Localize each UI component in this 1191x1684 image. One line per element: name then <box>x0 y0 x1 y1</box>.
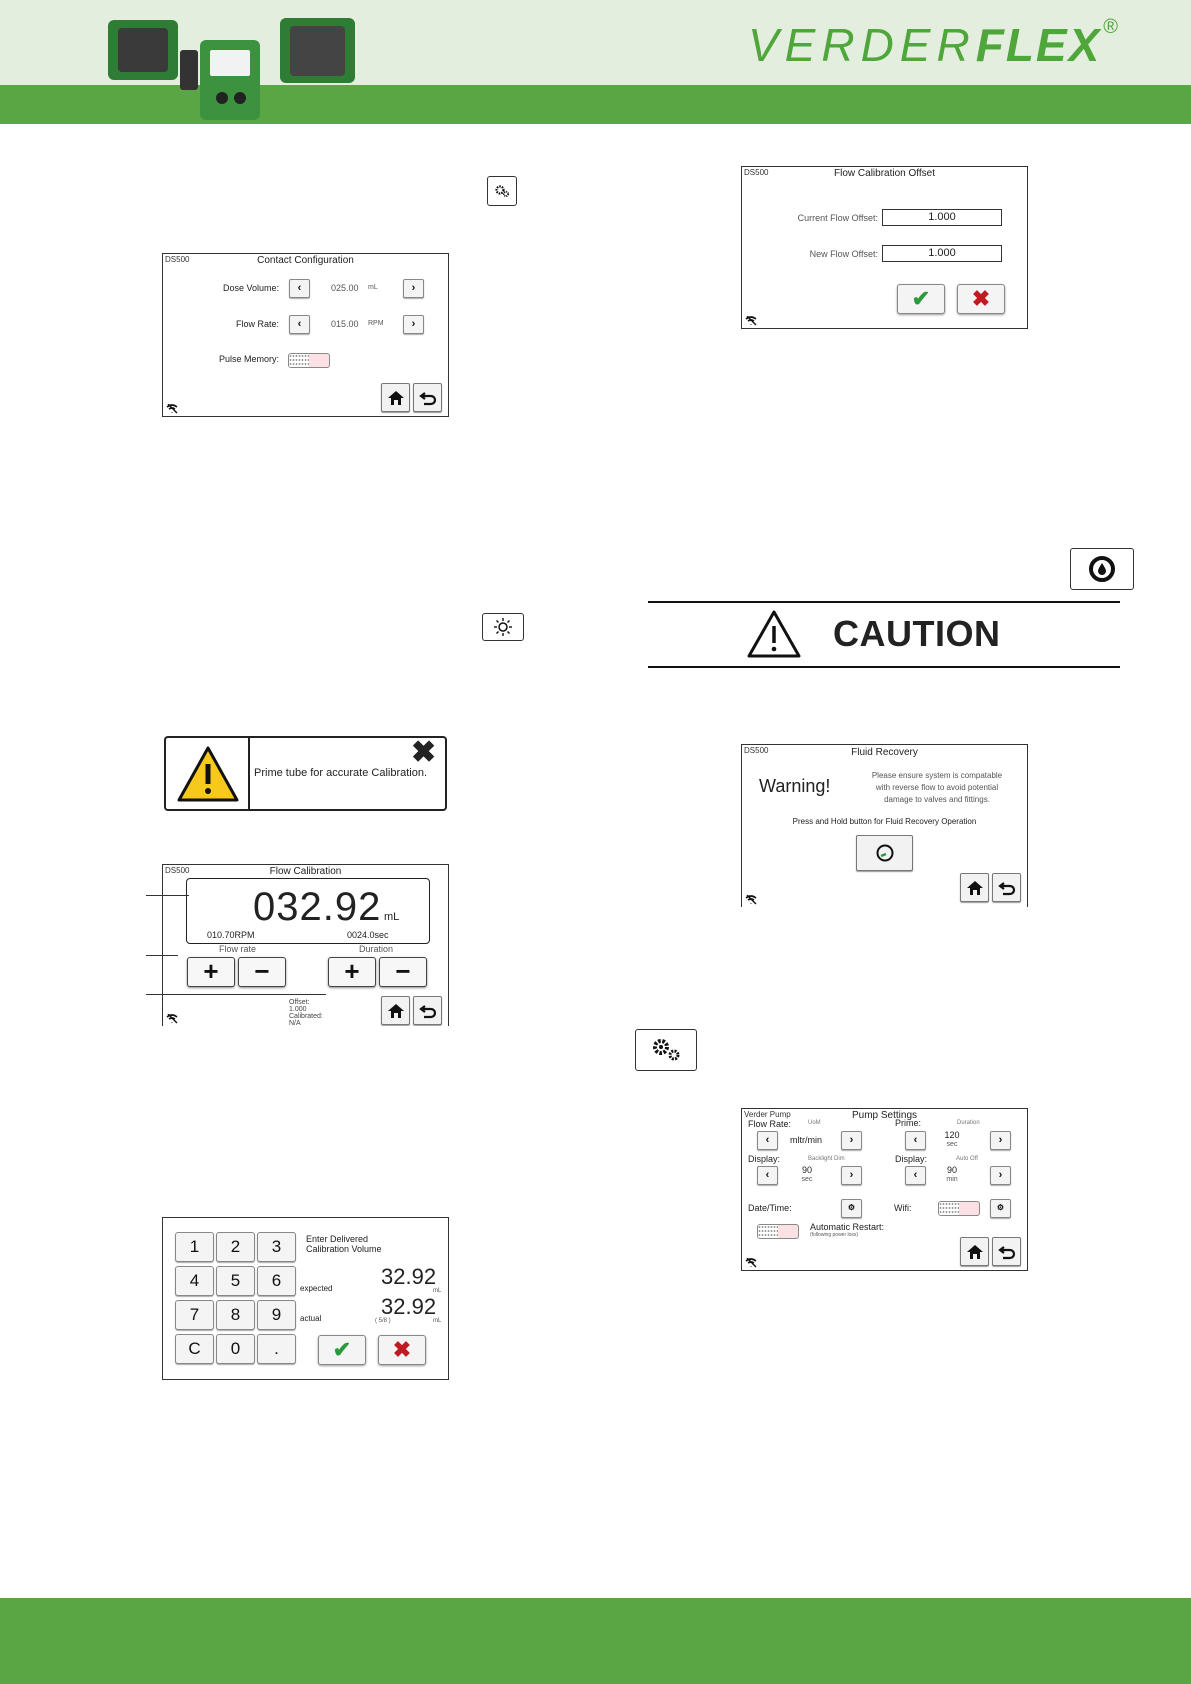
display-autooff-label: Display: <box>895 1154 928 1164</box>
prime-decrease-button[interactable]: ‹ <box>905 1131 926 1150</box>
pump-product-image <box>100 10 385 125</box>
prime-label: Prime: <box>895 1118 922 1128</box>
fluid-recovery-icon <box>1070 548 1134 590</box>
dose-volume-label: Dose Volume: <box>222 283 279 293</box>
screen-title: Contact Configuration <box>257 255 354 266</box>
device-tag: Verder Pump <box>744 1110 791 1119</box>
device-tag: DS500 <box>744 746 769 755</box>
pump-settings-screen <box>741 1108 1028 1271</box>
current-offset-label: Current Flow Offset: <box>797 213 878 223</box>
close-icon[interactable]: ✖ <box>411 736 437 769</box>
autooff-increase-button[interactable]: › <box>990 1166 1011 1185</box>
auto-restart-toggle[interactable] <box>757 1224 799 1239</box>
dose-volume-unit: mL <box>368 284 378 291</box>
message-line-3: damage to valves and fittings. <box>884 795 990 804</box>
warning-icon <box>175 744 241 804</box>
duration-label: Duration <box>359 944 394 954</box>
flow-rate-label: Flow Rate: <box>748 1119 792 1129</box>
new-offset-field[interactable]: 1.000 <box>882 245 1002 262</box>
actual-label: actual <box>300 1314 322 1323</box>
datetime-settings-button[interactable]: ⚙ <box>841 1199 862 1218</box>
gear-icon <box>487 176 517 206</box>
keypad-key[interactable]: 5 <box>216 1266 255 1296</box>
alert-message: Prime tube for accurate Calibration. <box>254 767 428 779</box>
screen-title: Flow Calibration <box>269 866 342 877</box>
screen-title: Pump Settings <box>851 1110 918 1121</box>
home-button[interactable] <box>960 1237 989 1266</box>
home-button[interactable] <box>381 996 410 1025</box>
display-backlight-label: Display: <box>748 1154 781 1164</box>
keypad-key[interactable]: 2 <box>216 1232 255 1262</box>
flow-rate-minus-button[interactable]: − <box>238 957 286 987</box>
back-icon <box>419 1003 437 1019</box>
flow-calibration-screen <box>162 864 449 1026</box>
message-line-1: Please ensure system is compatable <box>871 771 1003 780</box>
rpm-value: 010.70RPM <box>207 930 255 940</box>
confirm-button[interactable]: ✔ <box>318 1335 366 1365</box>
back-icon <box>998 1244 1016 1260</box>
actual-unit: mL <box>433 1318 442 1324</box>
message-line-2: with reverse flow to avoid potential <box>875 783 999 792</box>
backlight-dim-label: Backlight Dim <box>808 1156 845 1162</box>
prime-value: 120 <box>944 1130 960 1140</box>
keypad-key[interactable]: 4 <box>175 1266 214 1296</box>
fluid-recovery-button[interactable] <box>856 835 913 871</box>
keypad-key[interactable]: 3 <box>257 1232 296 1262</box>
uom-value: mltr/min <box>790 1135 822 1145</box>
volume-value: 032.92 <box>253 885 382 929</box>
home-button[interactable] <box>960 873 989 902</box>
actual-hint: ( 5/8 ) <box>375 1318 391 1324</box>
instruction: Press and Hold button for Fluid Recovery Operation <box>792 817 977 826</box>
wifi-off-icon <box>745 316 757 326</box>
prime-value-group <box>937 1131 967 1149</box>
calibration-keypad-screen <box>162 1217 449 1380</box>
keypad-key[interactable]: 7 <box>175 1300 214 1330</box>
expected-unit: mL <box>433 1288 442 1294</box>
flow-rate-label: Flow rate <box>219 944 257 954</box>
flow-rate-value: 015.00 <box>331 319 359 329</box>
calibrated-label: Calibrated: <box>289 1013 323 1020</box>
keypad-key[interactable]: 0 <box>216 1334 255 1364</box>
volume-display <box>186 878 430 944</box>
brightness-icon <box>482 613 524 641</box>
cancel-button[interactable]: ✖ <box>378 1335 426 1365</box>
back-button[interactable] <box>992 1237 1021 1266</box>
home-icon <box>387 390 405 406</box>
flow-calibration-offset-screen <box>741 166 1028 329</box>
prime-unit: sec <box>946 1141 958 1148</box>
settings-gears-icon <box>635 1029 697 1071</box>
offset-value: 1.000 <box>289 1006 307 1013</box>
duration-value: 0024.0sec <box>347 930 389 940</box>
back-icon <box>419 390 437 406</box>
actual-value[interactable]: 32.92 <box>381 1294 437 1319</box>
prime-increase-button[interactable]: › <box>990 1131 1011 1150</box>
screen-title: Fluid Recovery <box>851 747 918 758</box>
warning-icon <box>746 609 802 659</box>
home-icon <box>966 1244 984 1260</box>
keypad-key[interactable]: 1 <box>175 1232 214 1262</box>
cancel-button[interactable]: ✖ <box>957 284 1005 314</box>
prime-duration-label: Duration <box>957 1120 980 1126</box>
uom-decrease-button[interactable]: ‹ <box>757 1131 778 1150</box>
dose-volume-decrease-button[interactable]: ‹ <box>289 279 310 298</box>
auto-off-label: Auto Off <box>956 1156 978 1162</box>
confirm-button[interactable]: ✔ <box>897 284 945 314</box>
wifi-off-icon <box>745 895 757 905</box>
flow-rate-plus-button[interactable]: + <box>187 957 235 987</box>
callout-line <box>146 955 178 956</box>
pulse-memory-toggle[interactable] <box>288 353 330 368</box>
auto-restart-label: Automatic Restart: <box>810 1222 885 1232</box>
duration-minus-button[interactable]: − <box>379 957 427 987</box>
keypad-key[interactable]: 6 <box>257 1266 296 1296</box>
keypad-prompt <box>306 1234 382 1254</box>
home-button[interactable] <box>381 383 410 412</box>
keypad-key[interactable]: C <box>175 1334 214 1364</box>
backlight-value: 90 <box>801 1165 812 1175</box>
autooff-decrease-button[interactable]: ‹ <box>905 1166 926 1185</box>
pulse-memory-label: Pulse Memory: <box>218 354 279 364</box>
callout-line <box>146 994 326 995</box>
flow-rate-decrease-button[interactable]: ‹ <box>289 315 310 334</box>
prompt-line-1: Enter Delivered <box>306 1234 369 1244</box>
caution-banner <box>648 601 1120 668</box>
current-offset-field: 1.000 <box>882 209 1002 226</box>
datetime-label: Date/Time: <box>748 1203 792 1213</box>
duration-plus-button[interactable]: + <box>328 957 376 987</box>
autooff-unit: min <box>946 1176 958 1183</box>
backlight-value-group <box>792 1166 822 1184</box>
backlight-unit: sec <box>801 1176 813 1183</box>
wifi-label: Wifi: <box>894 1203 912 1213</box>
flow-rate-increase-button[interactable]: › <box>403 315 424 334</box>
offset-label: Offset: <box>289 999 310 1006</box>
backlight-decrease-button[interactable]: ‹ <box>757 1166 778 1185</box>
new-offset-label: New Flow Offset: <box>809 249 878 259</box>
keypad-key[interactable]: 8 <box>216 1300 255 1330</box>
flow-rate-label: Flow Rate: <box>235 319 279 329</box>
device-tag: DS500 <box>744 168 769 177</box>
uom-label: UoM <box>808 1120 821 1126</box>
back-button[interactable] <box>413 996 442 1025</box>
callout-line <box>146 895 189 896</box>
expected-label: expected <box>300 1284 333 1293</box>
device-tag: DS500 <box>165 866 190 875</box>
device-tag: DS500 <box>165 255 190 264</box>
verderflex-logo: VERDERFLEX ® <box>748 16 1125 71</box>
dose-volume-value: 025.00 <box>331 283 359 293</box>
dose-volume-increase-button[interactable]: › <box>403 279 424 298</box>
keypad-key[interactable]: . <box>257 1334 296 1364</box>
keypad-key[interactable]: 9 <box>257 1300 296 1330</box>
prime-tube-alert <box>164 736 447 811</box>
wifi-settings-button[interactable]: ⚙ <box>990 1199 1011 1218</box>
flow-rate-unit: RPM <box>368 320 384 327</box>
autooff-value: 90 <box>946 1165 957 1175</box>
uom-increase-button[interactable]: › <box>841 1131 862 1150</box>
expected-value: 32.92 <box>381 1264 437 1289</box>
warning-message <box>852 770 1022 806</box>
wifi-toggle[interactable] <box>938 1201 980 1216</box>
reverse-rotation-icon <box>874 842 896 864</box>
warning-heading: Warning! <box>759 776 831 796</box>
autooff-value-group <box>937 1166 967 1184</box>
wifi-off-icon <box>166 1014 178 1024</box>
prompt-line-2: Calibration Volume <box>306 1244 382 1254</box>
volume-unit: mL <box>384 911 400 923</box>
wifi-off-icon <box>166 404 178 414</box>
backlight-increase-button[interactable]: › <box>841 1166 862 1185</box>
offset-info <box>289 999 323 1026</box>
caution-text: CAUTION <box>833 613 1001 654</box>
home-icon <box>387 1003 405 1019</box>
home-icon <box>966 880 984 896</box>
contact-configuration-screen <box>162 253 449 417</box>
back-icon <box>998 880 1016 896</box>
back-button[interactable] <box>992 873 1021 902</box>
calibrated-value: N/A <box>289 1020 301 1026</box>
screen-title: Flow Calibration Offset <box>834 168 935 179</box>
auto-restart-hint: (following power loss) <box>810 1232 859 1238</box>
fluid-recovery-screen <box>741 744 1028 907</box>
footer-band <box>0 1598 1191 1684</box>
wifi-off-icon <box>745 1258 757 1268</box>
back-button[interactable] <box>413 383 442 412</box>
